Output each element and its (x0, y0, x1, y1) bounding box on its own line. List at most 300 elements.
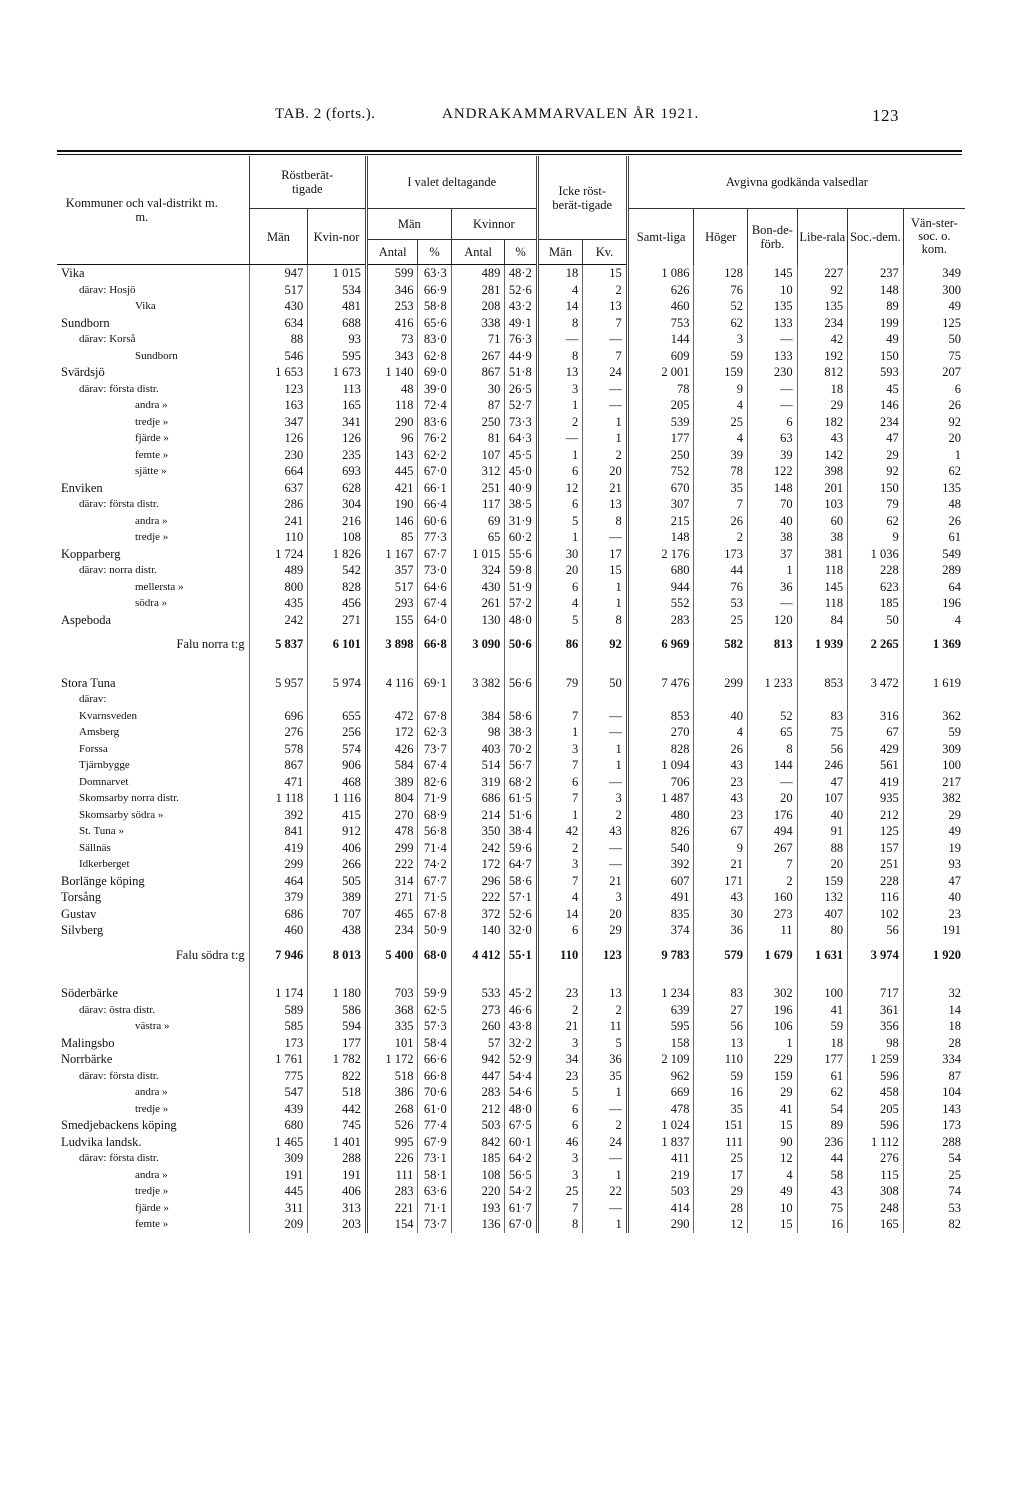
row-label: västra » (135, 1020, 170, 1032)
cell: 32·2 (505, 1035, 537, 1052)
cell: 56 (797, 741, 848, 758)
cell: 61·7 (505, 1200, 537, 1217)
cell: 540 (627, 840, 694, 857)
cell: 93 (308, 331, 367, 348)
cell: 283 (627, 612, 694, 629)
table-row (57, 1035, 965, 1052)
cell: 775 (249, 1068, 308, 1085)
table-row (57, 1018, 965, 1035)
cell: 273 (748, 906, 798, 923)
cell: 111 (694, 1134, 748, 1151)
cell: 867 (249, 757, 308, 774)
cell: 20 (797, 856, 848, 873)
cell: — (748, 397, 798, 414)
cell: 1 (583, 595, 628, 612)
cell: 17 (583, 546, 628, 563)
cell: 1 118 (249, 790, 308, 807)
cell: 15 (583, 562, 628, 579)
cell: 49·1 (505, 315, 537, 332)
cell: 3 (694, 331, 748, 348)
cell: 52·9 (505, 1051, 537, 1068)
cell: 98 (451, 724, 505, 741)
cell: 867 (451, 364, 505, 381)
cell: 66·8 (418, 628, 451, 669)
cell: 480 (627, 807, 694, 824)
table-row (57, 807, 965, 824)
cell: 7 (694, 496, 748, 513)
cell: 155 (366, 612, 418, 629)
cell: 48·0 (505, 1101, 537, 1118)
cell: 118 (797, 595, 848, 612)
cell: 136 (451, 1216, 505, 1233)
cell: 361 (848, 1002, 904, 1019)
table-row (57, 889, 965, 906)
table-row (57, 856, 965, 873)
cell: 110 (694, 1051, 748, 1068)
cell: 100 (903, 757, 965, 774)
cell: 78 (627, 381, 694, 398)
cell: 693 (308, 463, 367, 480)
cell: 25 (537, 1183, 582, 1200)
cell: 552 (627, 595, 694, 612)
cell: 288 (308, 1150, 367, 1167)
row-label: Idkerberget (79, 858, 130, 870)
row-label: fjärde » (135, 1201, 169, 1214)
cell: 2 265 (848, 628, 904, 669)
cell: 41 (797, 1002, 848, 1019)
cell: 47 (903, 873, 965, 890)
cell: 2 001 (627, 364, 694, 381)
cell: 53 (694, 595, 748, 612)
table-row (57, 381, 965, 398)
cell: 5 (537, 1084, 582, 1101)
row-label: därav: (79, 693, 107, 705)
cell: 71·9 (418, 790, 451, 807)
cell: 72·4 (418, 397, 451, 414)
cell: 17 (694, 1167, 748, 1184)
cell: 29 (694, 1183, 748, 1200)
cell: 13 (694, 1035, 748, 1052)
cell: 40 (748, 513, 798, 530)
cell: 8 013 (308, 939, 367, 980)
row-label: Skomsarby södra » (79, 808, 164, 821)
cell: 311 (249, 1200, 308, 1217)
table-row (57, 496, 965, 513)
cell: 228 (848, 873, 904, 890)
cell: 75 (797, 1200, 848, 1217)
cell: 55·1 (505, 939, 537, 980)
table-row (57, 724, 965, 741)
cell: 1 673 (308, 364, 367, 381)
cell: 128 (694, 265, 748, 282)
cell: 93 (903, 856, 965, 873)
cell: 1 (583, 741, 628, 758)
cell: — (583, 331, 628, 348)
cell: 561 (848, 757, 904, 774)
cell: 165 (308, 397, 367, 414)
cell: 13 (583, 298, 628, 315)
cell: 59·8 (505, 562, 537, 579)
cell: 87 (451, 397, 505, 414)
cell: 115 (848, 1167, 904, 1184)
cell: 52·7 (505, 397, 537, 414)
table-row (57, 669, 965, 692)
table-row (57, 1002, 965, 1019)
cell: 67 (694, 823, 748, 840)
cell: 50 (848, 612, 904, 629)
cell: 24 (583, 364, 628, 381)
cell: 268 (366, 1101, 418, 1118)
cell: 57·2 (505, 595, 537, 612)
cell: 59·6 (505, 840, 537, 857)
cell: 39 (694, 447, 748, 464)
cell: 283 (451, 1084, 505, 1101)
cell: 57·1 (505, 889, 537, 906)
cell: 1 015 (308, 265, 367, 282)
cell: 45·2 (505, 979, 537, 1002)
cell: 23 (694, 774, 748, 791)
cell: 5 400 (366, 939, 418, 980)
cell: 6 (903, 381, 965, 398)
cell: 30 (537, 546, 582, 563)
cell: 3 (537, 381, 582, 398)
cell: 18 (903, 1018, 965, 1035)
cell: 54 (797, 1101, 848, 1118)
cell: 1 (583, 414, 628, 431)
cell: 12 (748, 1150, 798, 1167)
cell: 64·6 (418, 579, 451, 596)
cell: 1 259 (848, 1051, 904, 1068)
row-label: tredje » (135, 415, 169, 428)
row-label: Ludvika landsk. (61, 1134, 142, 1149)
cell: 7 (537, 1200, 582, 1217)
cell: 288 (903, 1134, 965, 1151)
cell (797, 691, 848, 708)
cell: 234 (797, 315, 848, 332)
cell: 1 116 (308, 790, 367, 807)
row-label: tredje » (135, 1102, 169, 1115)
table-row (57, 546, 965, 563)
table-row (57, 298, 965, 315)
cell: 71·4 (418, 840, 451, 857)
cell: 53 (903, 1200, 965, 1217)
table-row (57, 1167, 965, 1184)
cell: 62·3 (418, 724, 451, 741)
cell: 67·0 (505, 1216, 537, 1233)
cell: 23 (694, 807, 748, 824)
cell: 1 401 (308, 1134, 367, 1151)
cell: 76·3 (505, 331, 537, 348)
cell: 392 (627, 856, 694, 873)
cell: 185 (451, 1150, 505, 1167)
cell: 406 (308, 840, 367, 857)
cell: 379 (249, 889, 308, 906)
cell: 111 (366, 1167, 418, 1184)
cell: 142 (797, 447, 848, 464)
cell: 1 015 (451, 546, 505, 563)
row-label: sjätte » (135, 465, 167, 477)
row-label: andra » (135, 399, 168, 411)
cell: 235 (308, 447, 367, 464)
col-rostberattigade: Röstberät-tigade (249, 156, 366, 209)
cell: 4 (537, 595, 582, 612)
row-label: St. Tuna » (79, 825, 124, 837)
cell: 29 (748, 1084, 798, 1101)
cell: 39·0 (418, 381, 451, 398)
row-label: Söderbärke (61, 986, 118, 1000)
cell: 21 (537, 1018, 582, 1035)
cell: 176 (748, 807, 798, 824)
cell: 460 (627, 298, 694, 315)
cell: 56·7 (505, 757, 537, 774)
cell: 29 (903, 807, 965, 824)
cell: 38·3 (505, 724, 537, 741)
cell: 66·4 (418, 496, 451, 513)
cell: 518 (366, 1068, 418, 1085)
cell: 207 (903, 364, 965, 381)
col-icke-man: Män (537, 240, 582, 265)
cell: 75 (797, 724, 848, 741)
cell: 40 (694, 708, 748, 725)
col-i-valet: I valet deltagande (366, 156, 537, 209)
col-socdem: Soc.-dem. (848, 209, 904, 265)
cell: 1 (537, 447, 582, 464)
table-row (57, 774, 965, 791)
cell: 2 (537, 840, 582, 857)
cell: 260 (451, 1018, 505, 1035)
row-label: andra » (135, 1086, 168, 1098)
cell: 745 (308, 1117, 367, 1134)
cell: 85 (366, 529, 418, 546)
cell: 2 (583, 807, 628, 824)
cell: 185 (848, 595, 904, 612)
cell: 212 (848, 807, 904, 824)
cell: 534 (308, 282, 367, 299)
cell: 3 472 (848, 669, 904, 692)
cell: 20 (583, 463, 628, 480)
cell: 664 (249, 463, 308, 480)
cell: 1 (583, 1216, 628, 1233)
cell: 48·2 (505, 265, 537, 282)
cell: 36 (748, 579, 798, 596)
cell: 623 (848, 579, 904, 596)
cell: 1 167 (366, 546, 418, 563)
cell: 626 (627, 282, 694, 299)
cell: 533 (451, 979, 505, 1002)
row-label: därav: första distr. (79, 1069, 159, 1082)
table-row (57, 612, 965, 629)
cell: 120 (748, 612, 798, 629)
cell: 312 (451, 463, 505, 480)
cell: 70 (748, 496, 798, 513)
cell: 43·8 (505, 1018, 537, 1035)
cell: 273 (451, 1002, 505, 1019)
cell: 7 946 (249, 939, 308, 980)
cell: 21 (583, 873, 628, 890)
cell: 3 898 (366, 628, 418, 669)
cell: 87 (903, 1068, 965, 1085)
cell: 64·0 (418, 612, 451, 629)
cell: 49 (848, 331, 904, 348)
cell: 177 (627, 430, 694, 447)
cell: 144 (627, 331, 694, 348)
cell: 25 (903, 1167, 965, 1184)
cell: 57·3 (418, 1018, 451, 1035)
cell: 585 (249, 1018, 308, 1035)
cell: 38·4 (505, 823, 537, 840)
cell: 74 (903, 1183, 965, 1200)
cell: 68·2 (505, 774, 537, 791)
cell: 44 (797, 1150, 848, 1167)
cell: 201 (797, 480, 848, 497)
cell: 148 (848, 282, 904, 299)
table-row (57, 741, 965, 758)
cell: 403 (451, 741, 505, 758)
cell: 962 (627, 1068, 694, 1085)
cell: 92 (903, 414, 965, 431)
cell: 63·6 (418, 1183, 451, 1200)
cell: 3 974 (848, 939, 904, 980)
table-row (57, 691, 965, 708)
cell: 1 465 (249, 1134, 308, 1151)
cell: 73·0 (418, 562, 451, 579)
cell: 43 (694, 790, 748, 807)
cell: 547 (249, 1084, 308, 1101)
cell: 3 (537, 1035, 582, 1052)
cell: 62·2 (418, 447, 451, 464)
top-rule (57, 150, 962, 152)
cell: 416 (366, 315, 418, 332)
cell: 107 (797, 790, 848, 807)
cell: 276 (249, 724, 308, 741)
cell: 589 (249, 1002, 308, 1019)
cell: 56 (848, 922, 904, 939)
cell: 299 (694, 669, 748, 692)
table-row (57, 1216, 965, 1233)
row-label: Stora Tuna (61, 675, 116, 690)
cell: 123 (249, 381, 308, 398)
cell: 2 (583, 1002, 628, 1019)
cell: 46·6 (505, 1002, 537, 1019)
cell: 192 (797, 348, 848, 365)
cell: 546 (249, 348, 308, 365)
cell: 56·5 (505, 1167, 537, 1184)
cell: 300 (903, 282, 965, 299)
cell: 43 (694, 889, 748, 906)
cell: 78 (694, 463, 748, 480)
cell (903, 691, 965, 708)
cell: 18 (797, 381, 848, 398)
cell: 607 (627, 873, 694, 890)
cell: 637 (249, 480, 308, 497)
table-row (57, 447, 965, 464)
cell: 1 837 (627, 1134, 694, 1151)
cell: 250 (627, 447, 694, 464)
cell: 596 (848, 1117, 904, 1134)
cell: 293 (366, 595, 418, 612)
cell: 73·7 (418, 741, 451, 758)
cell: 205 (848, 1101, 904, 1118)
cell (451, 691, 505, 708)
cell: 347 (249, 414, 308, 431)
col-liberala: Libe-rala (797, 209, 848, 265)
cell: 445 (249, 1183, 308, 1200)
table-row (57, 922, 965, 939)
cell: 503 (627, 1183, 694, 1200)
cell: 126 (308, 430, 367, 447)
cell: 1 724 (249, 546, 308, 563)
cell: 471 (249, 774, 308, 791)
cell: 11 (583, 1018, 628, 1035)
cell: 1 174 (249, 979, 308, 1002)
cell: 12 (694, 1216, 748, 1233)
cell: — (583, 840, 628, 857)
cell: 222 (451, 889, 505, 906)
col-vanstersoc: Vän-ster-soc. o. kom. (903, 209, 965, 265)
cell: 117 (451, 496, 505, 513)
cell: 62 (903, 463, 965, 480)
cell: — (748, 331, 798, 348)
cell: 1 (537, 807, 582, 824)
cell: — (583, 856, 628, 873)
cell: 52·6 (505, 906, 537, 923)
cell: 143 (903, 1101, 965, 1118)
cell: 2 176 (627, 546, 694, 563)
table-row (57, 331, 965, 348)
cell: 828 (627, 741, 694, 758)
cell: 59 (797, 1018, 848, 1035)
cell: 634 (249, 315, 308, 332)
cell: 108 (308, 529, 367, 546)
cell: 1 172 (366, 1051, 418, 1068)
row-label: Kvarnsveden (79, 709, 138, 722)
cell: 4 (537, 282, 582, 299)
cell: 491 (627, 889, 694, 906)
cell: 125 (903, 315, 965, 332)
cell: 655 (308, 708, 367, 725)
cell: 595 (627, 1018, 694, 1035)
cell: 146 (848, 397, 904, 414)
cell: 159 (694, 364, 748, 381)
cell: 1 (537, 529, 582, 546)
cell: 44·9 (505, 348, 537, 365)
row-label: Sundborn (61, 315, 110, 330)
top-rule-thin (57, 154, 962, 155)
cell: 62 (797, 1084, 848, 1101)
cell: 60·1 (505, 1134, 537, 1151)
cell: 74·2 (418, 856, 451, 873)
cell (627, 691, 694, 708)
cell: 146 (366, 513, 418, 530)
cell: 82·6 (418, 774, 451, 791)
cell: 313 (308, 1200, 367, 1217)
table-body (57, 265, 965, 1233)
cell: 6 101 (308, 628, 367, 669)
row-label: därav: norra distr. (79, 564, 157, 576)
cell: 407 (797, 906, 848, 923)
cell: 7 (583, 315, 628, 332)
cell: 70·2 (505, 741, 537, 758)
cell: 20 (583, 906, 628, 923)
cell: 67·4 (418, 757, 451, 774)
cell: 478 (366, 823, 418, 840)
cell: 135 (903, 480, 965, 497)
cell: 22 (583, 1183, 628, 1200)
cell: 237 (848, 265, 904, 282)
cell: 18 (797, 1035, 848, 1052)
cell: 76 (694, 579, 748, 596)
table-reference: TAB. 2 (forts.). (275, 106, 376, 122)
